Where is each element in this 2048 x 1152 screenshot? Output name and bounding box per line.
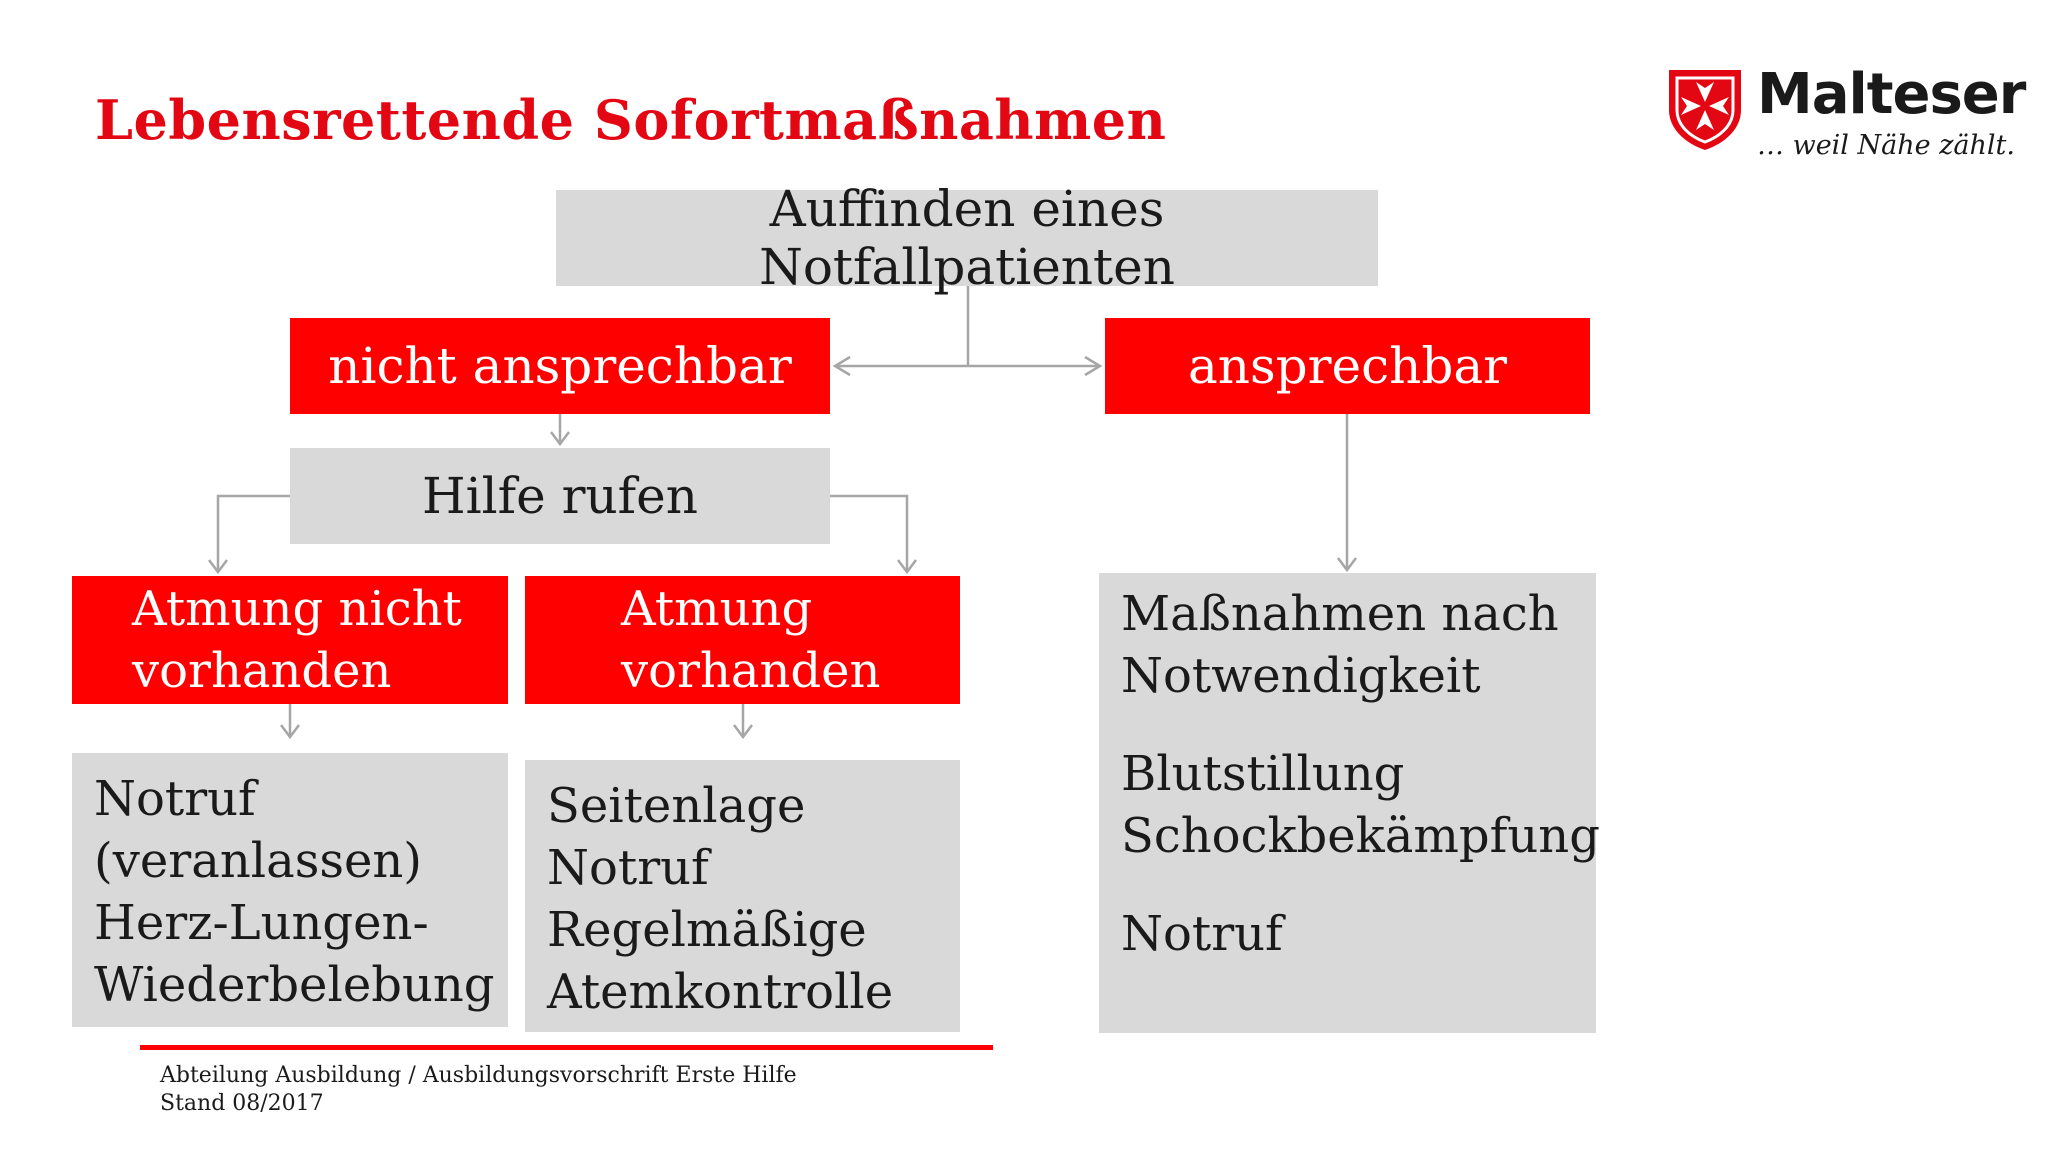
list-responsive-actions — [1099, 573, 1600, 1033]
list-absent-actions — [72, 753, 508, 1027]
node-breathing-present-line: Atmung — [621, 581, 813, 637]
node-unresponsive — [290, 318, 830, 414]
node-breathing-present-line: vorhanden — [621, 643, 881, 699]
list-item: Atemkontrolle — [547, 964, 894, 1020]
footer — [160, 1062, 797, 1118]
node-breathing-absent-line: Atmung nicht — [132, 581, 462, 637]
list-group — [1121, 743, 1600, 867]
list-item: Notruf — [547, 840, 709, 896]
list-group — [1121, 583, 1596, 707]
node-find-patient — [556, 180, 1378, 296]
node-call-help — [290, 448, 830, 544]
list-item: Herz-Lungen- — [94, 895, 429, 951]
list-item: Regelmäßige — [547, 902, 867, 958]
footer-divider — [140, 1045, 993, 1050]
list-item: Wiederbelebung — [94, 957, 495, 1013]
list-item: Seitenlage — [547, 778, 806, 834]
node-breathing-absent — [72, 576, 508, 704]
list-present-actions — [525, 760, 960, 1032]
list-group — [1121, 903, 1596, 965]
node-breathing-absent-line: vorhanden — [132, 643, 392, 699]
node-breathing-present — [525, 576, 960, 704]
node-responsive-label: ansprechbar — [1187, 337, 1508, 395]
logo-tagline: … weil Nähe zählt. — [1757, 130, 2015, 161]
node-responsive — [1105, 318, 1590, 414]
list-item: Notruf — [1121, 906, 1283, 962]
slide-title: Lebensrettende Sofortmaßnahmen — [95, 88, 1167, 152]
footer-date: Stand 08/2017 — [160, 1091, 324, 1116]
list-item: Notwendigkeit — [1121, 648, 1481, 704]
list-item: Notruf — [94, 771, 256, 827]
node-unresponsive-label: nicht ansprechbar — [328, 337, 792, 395]
list-item: Blutstillung — [1121, 746, 1405, 802]
logo-wordmark: Malteser — [1757, 62, 2026, 127]
node-find-patient-label: Auffinden eines Notfallpatienten — [759, 180, 1175, 296]
footer-department: Abteilung Ausbildung / Ausbildungsvorschrift Erste Hilfe — [160, 1063, 797, 1088]
node-call-help-label: Hilfe rufen — [422, 467, 698, 525]
list-item: Schockbekämpfung — [1121, 808, 1600, 864]
list-item: (veranlassen) — [94, 833, 423, 889]
list-item: Maßnahmen nach — [1121, 586, 1559, 642]
